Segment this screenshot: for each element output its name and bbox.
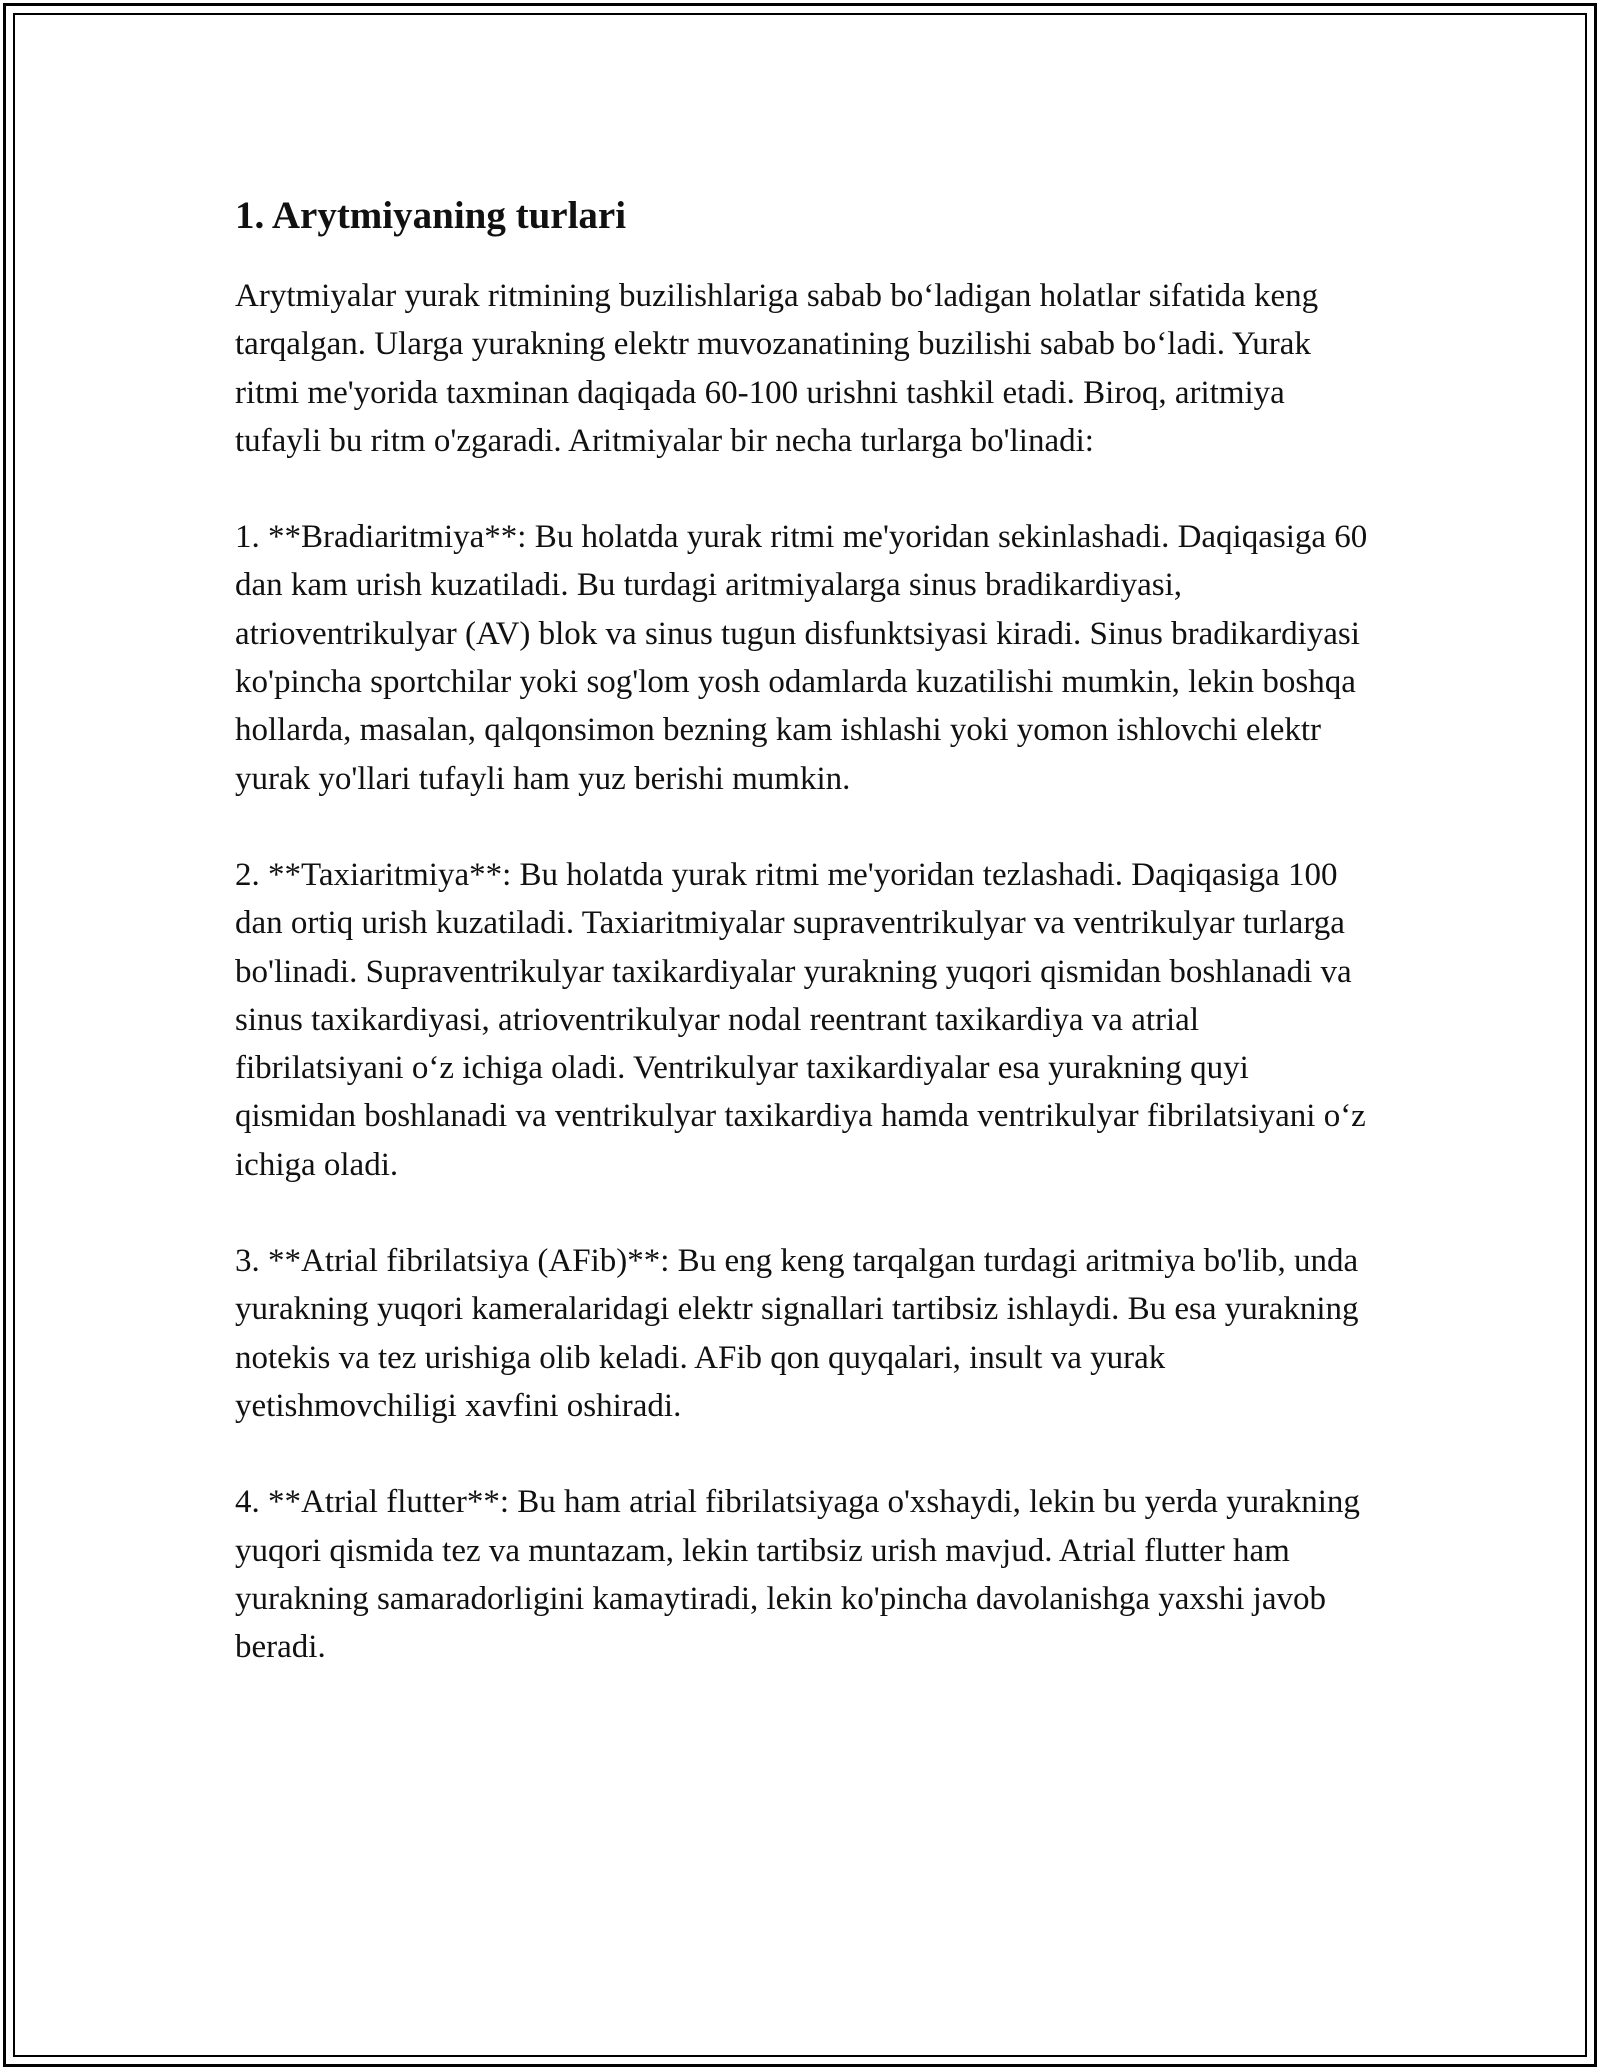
document-body — [235, 188, 1375, 1719]
atrial-flutter-paragraph: 4. **Atrial flutter**: Bu ham atrial fibrilatsiyaga o'xshaydi, lekin bu yerda yurakning yuqori qismida tez va muntazam, lekin tartibsiz urish mavjud. Atrial flutter ham yurakning samaradorligini kamaytiradi, lekin ko'pincha davolanishga yaxshi javob beradi. — [235, 1484, 1360, 1666]
section-heading: 1. Arytmiyaning turlari — [235, 194, 627, 237]
taxiaritmiya-paragraph: 2. **Taxiaritmiya**: Bu holatda yurak ritmi me'yoridan tezlashadi. Daqiqasiga 100 dan ortiq urish kuzatiladi. Taxiaritmiyalar supraventrikulyar va ventrikulyar turlarga bo'linadi. Supraventrikulyar taxikardiyalar yurakning yuqori qismidan boshlanadi va sinus taxikardiyasi, atrioventrikulyar nodal reentrant taxikardiya va atrial fibrilatsiyani o‘z ichiga oladi. Ventrikulyar taxikardiyalar esa yurakning quyi qismidan boshlanadi va ventrikulyar taxikardiya hamda ventrikulyar fibrilatsiyani o‘z ichiga oladi. — [235, 856, 1366, 1183]
atrial-fibrilatsiya-paragraph: 3. **Atrial fibrilatsiya (AFib)**: Bu eng keng tarqalgan turdagi aritmiya bo'lib, unda yurakning yuqori kameralaridagi elektr signallari tartibsiz ishlaydi. Bu esa yurakning notekis va tez urishiga olib keladi. AFib qon quyqalari, insult va yurak yetishmovchiligi xavfini oshiradi. — [235, 1243, 1359, 1424]
intro-paragraph: Arytmiyalar yurak ritmining buzilishlariga sabab bo‘ladigan holatlar sifatida keng tarqalgan. Ularga yurakning elektr muvozanatining buzilishi sabab bo‘ladi. Yurak ritmi me'yorida taxminan daqiqada 60-100 urishni tashkil etadi. Biroq, aritmiya tufayli bu ritm o'zgaradi. Aritmiyalar bir necha turlarga bo'linadi: — [235, 278, 1319, 459]
bradiaritmiya-paragraph: 1. **Bradiaritmiya**: Bu holatda yurak ritmi me'yoridan sekinlashadi. Daqiqasiga 60 dan kam urish kuzatiladi. Bu turdagi aritmiyalarga sinus bradikardiyasi, atrioventrikulyar (AV) blok va sinus tugun disfunktsiyasi kiradi. Sinus bradikardiyasi ko'pincha sportchilar yoki sog'lom yosh odamlarda kuzatilishi mumkin, lekin boshqa hollarda, masalan, qalqonsimon bezning kam ishlashi yoki yomon ishlovchi elektr yurak yo'llari tufayli ham yuz berishi mumkin. — [235, 519, 1368, 797]
